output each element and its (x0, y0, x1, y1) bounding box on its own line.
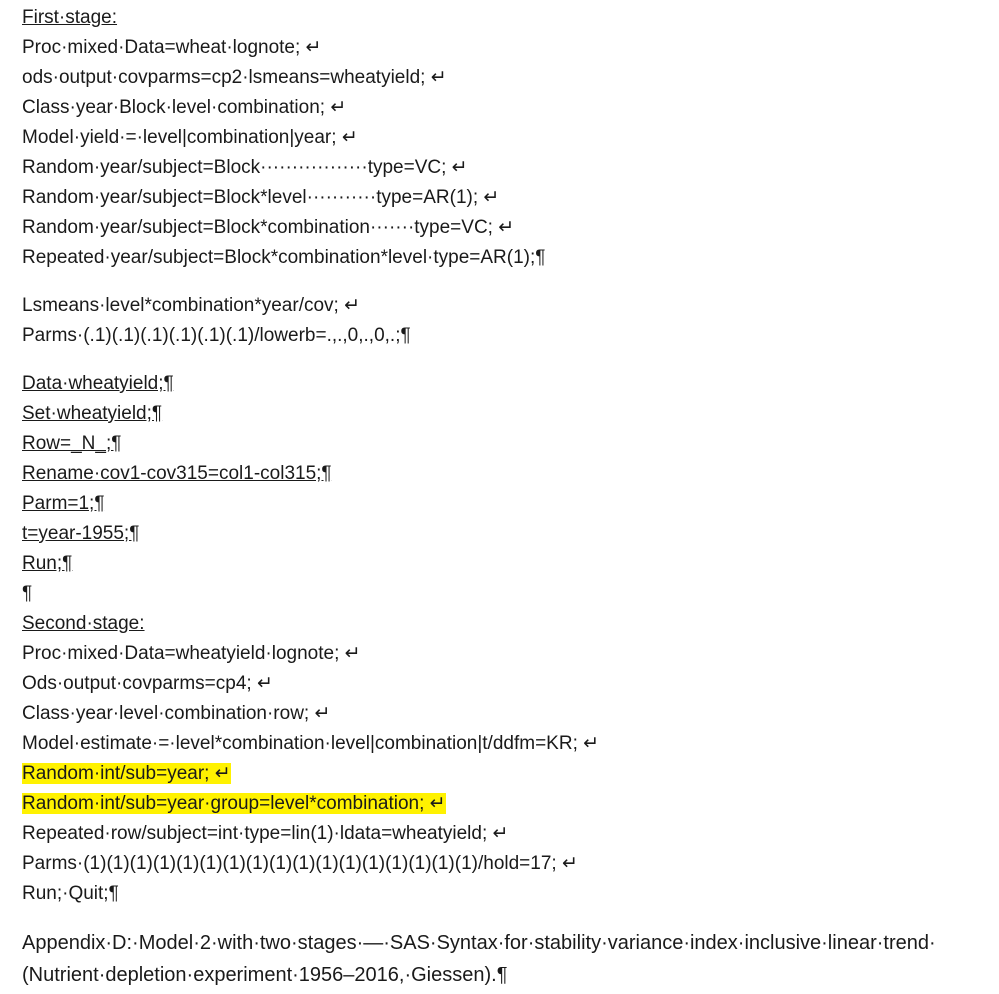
first-stage-heading: First·stage: (22, 7, 118, 28)
code-line: Random·year/subject=Block*combination·······type=VC; ↵ (22, 217, 515, 238)
code-line: Random·year/subject=Block*level···········type=AR(1); ↵ (22, 187, 500, 208)
code-line: ods·output·covparms=cp2·lsmeans=wheatyield; ↵ (22, 67, 447, 88)
code-line: Model·estimate·=·level*combination·level|combination|t/ddfm=KR; ↵ (22, 733, 600, 754)
code-line: Proc·mixed·Data=wheatyield·lognote; ↵ (22, 643, 361, 664)
code-line: Lsmeans·level*combination*year/cov; ↵ (22, 295, 361, 316)
code-line: Parms·(.1)(.1)(.1)(.1)(.1)(.1)/lowerb=.,.,0,.,0,.;¶ (22, 325, 411, 346)
code-line: Run;¶ (22, 553, 73, 574)
code-line: Random·year/subject=Block·················type=VC; ↵ (22, 157, 468, 178)
code-line: Repeated·row/subject=int·type=lin(1)·ldata=wheatyield; ↵ (22, 823, 509, 844)
code-line: Ods·output·covparms=cp4; ↵ (22, 673, 273, 694)
code-line: Row=_N_;¶ (22, 433, 122, 454)
appendix-caption-line-1: Appendix·D:·Model·2·with·two·stages·—·SAS·Syntax·for·stability·variance·index·inclusive·linear·trend· (22, 932, 936, 954)
highlighted-code-line (22, 762, 231, 786)
code-line: Class·year·level·combination·row; ↵ (22, 703, 331, 724)
code-line: Data·wheatyield;¶ (22, 373, 174, 394)
code-line: Rename·cov1-cov315=col1-col315;¶ (22, 463, 332, 484)
code-line: t=year-1955;¶ (22, 523, 140, 544)
second-stage-heading: Second·stage: (22, 613, 145, 634)
highlight: Random·int/sub=year·group=level*combination; ↵ (22, 793, 446, 814)
code-line: Class·year·Block·level·combination; ↵ (22, 97, 347, 118)
code-line: Parm=1;¶ (22, 493, 105, 514)
code-line: Run;·Quit;¶ (22, 883, 119, 904)
code-line: ¶ (22, 583, 33, 604)
highlighted-code-line (22, 792, 446, 816)
appendix-caption-line-2: (Nutrient·depletion·experiment·1956–2016,·Giessen).¶ (22, 964, 508, 986)
code-line: Set·wheatyield;¶ (22, 403, 163, 424)
code-line: Repeated·year/subject=Block*combination*level·type=AR(1);¶ (22, 247, 546, 268)
code-line: Parms·(1)(1)(1)(1)(1)(1)(1)(1)(1)(1)(1)(1)(1)(1)(1)(1)(1)/hold=17; ↵ (22, 853, 578, 874)
code-line: Proc·mixed·Data=wheat·lognote; ↵ (22, 37, 322, 58)
code-line: Model·yield·=·level|combination|year; ↵ (22, 127, 358, 148)
highlight: Random·int/sub=year; ↵ (22, 763, 231, 784)
